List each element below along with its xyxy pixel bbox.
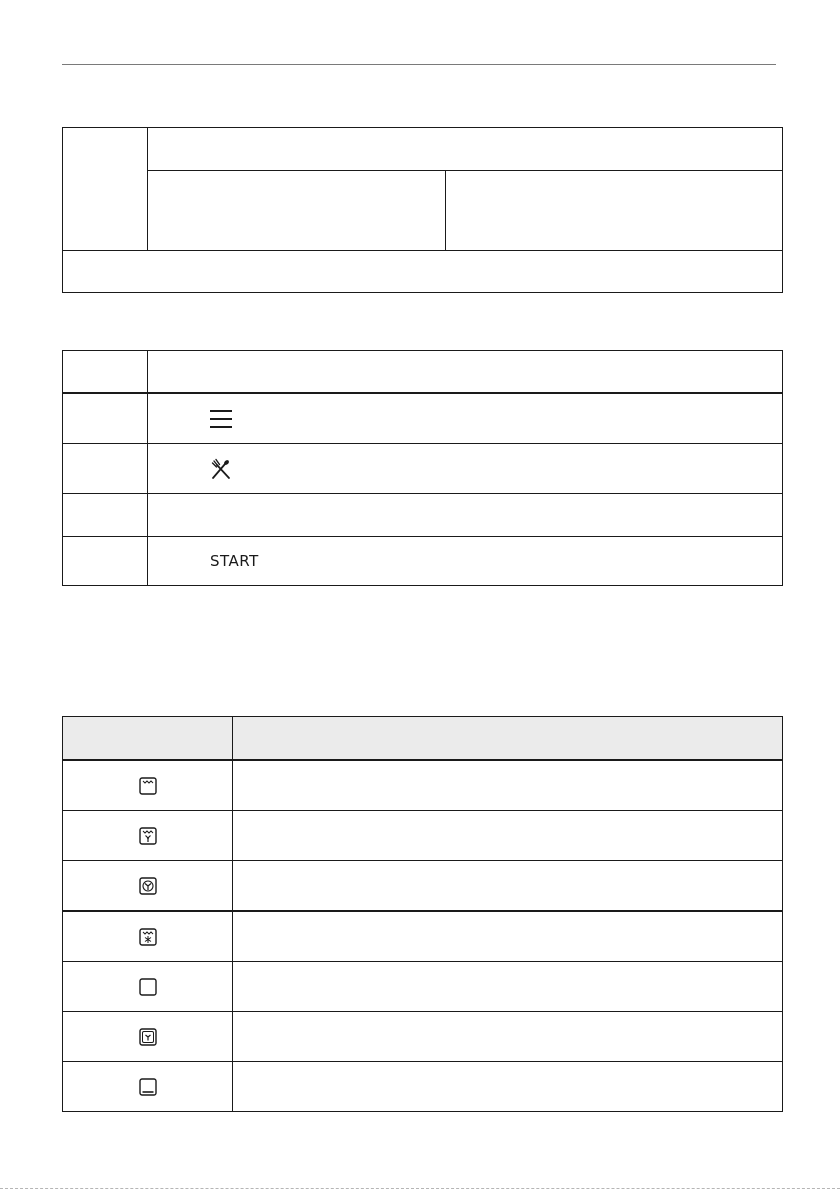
info-table-cell-label: [63, 128, 148, 251]
table-row: [63, 444, 783, 494]
step-number-cell: [63, 494, 148, 537]
symbol-cell: [63, 1062, 233, 1112]
function-cell: [233, 962, 783, 1012]
step-number-cell: [63, 393, 148, 444]
table-row: [63, 537, 783, 586]
spoon-fork-icon: [210, 458, 232, 480]
empty-oven-icon: [139, 978, 157, 996]
table-row: [63, 861, 783, 912]
step-number-cell: [63, 444, 148, 494]
bottom-heat-oven-icon: [139, 1078, 157, 1096]
heating-table-header-symbol: [63, 717, 233, 761]
table-row: [63, 911, 783, 962]
table-row: [63, 962, 783, 1012]
info-table-cell-header: [148, 128, 783, 171]
heating-table-header-function: [233, 717, 783, 761]
footer-rule: [0, 1188, 840, 1189]
function-cell: [233, 760, 783, 811]
top-heat-oven-icon: [139, 777, 157, 795]
function-cell: [233, 861, 783, 912]
defrost-oven-icon: [139, 928, 157, 946]
fan-ring-oven-icon: [139, 1028, 157, 1046]
info-table: [62, 127, 783, 293]
steps-table: [62, 350, 783, 586]
step-number-cell: [63, 537, 148, 586]
symbol-cell: [63, 962, 233, 1012]
top-heat-fan-oven-icon: [139, 827, 157, 845]
table-row: [63, 1012, 783, 1062]
info-table-cell-footer: [63, 251, 783, 293]
table-row: [63, 393, 783, 444]
function-cell: [233, 911, 783, 962]
info-table-cell-left: [148, 171, 446, 251]
step-action-cell: [148, 444, 783, 494]
table-row: [63, 811, 783, 861]
table-row: [63, 494, 783, 537]
symbol-cell: [63, 1012, 233, 1062]
start-label: START: [210, 552, 259, 570]
steps-table-header-action: [148, 351, 783, 394]
step-action-cell: [148, 494, 783, 537]
symbol-cell: [63, 760, 233, 811]
function-cell: [233, 1062, 783, 1112]
steps-table-header-step: [63, 351, 148, 394]
fan-oven-icon: [139, 877, 157, 895]
heating-functions-table: [62, 716, 783, 1112]
function-cell: [233, 1012, 783, 1062]
table-row: [63, 1062, 783, 1112]
info-table-cell-right: [446, 171, 783, 251]
symbol-cell: [63, 911, 233, 962]
menu-lines-icon: [210, 408, 232, 430]
table-row: [63, 760, 783, 811]
header-rule: [62, 64, 776, 65]
step-action-cell: [148, 537, 783, 586]
step-action-cell: [148, 393, 783, 444]
function-cell: [233, 811, 783, 861]
symbol-cell: [63, 861, 233, 912]
symbol-cell: [63, 811, 233, 861]
